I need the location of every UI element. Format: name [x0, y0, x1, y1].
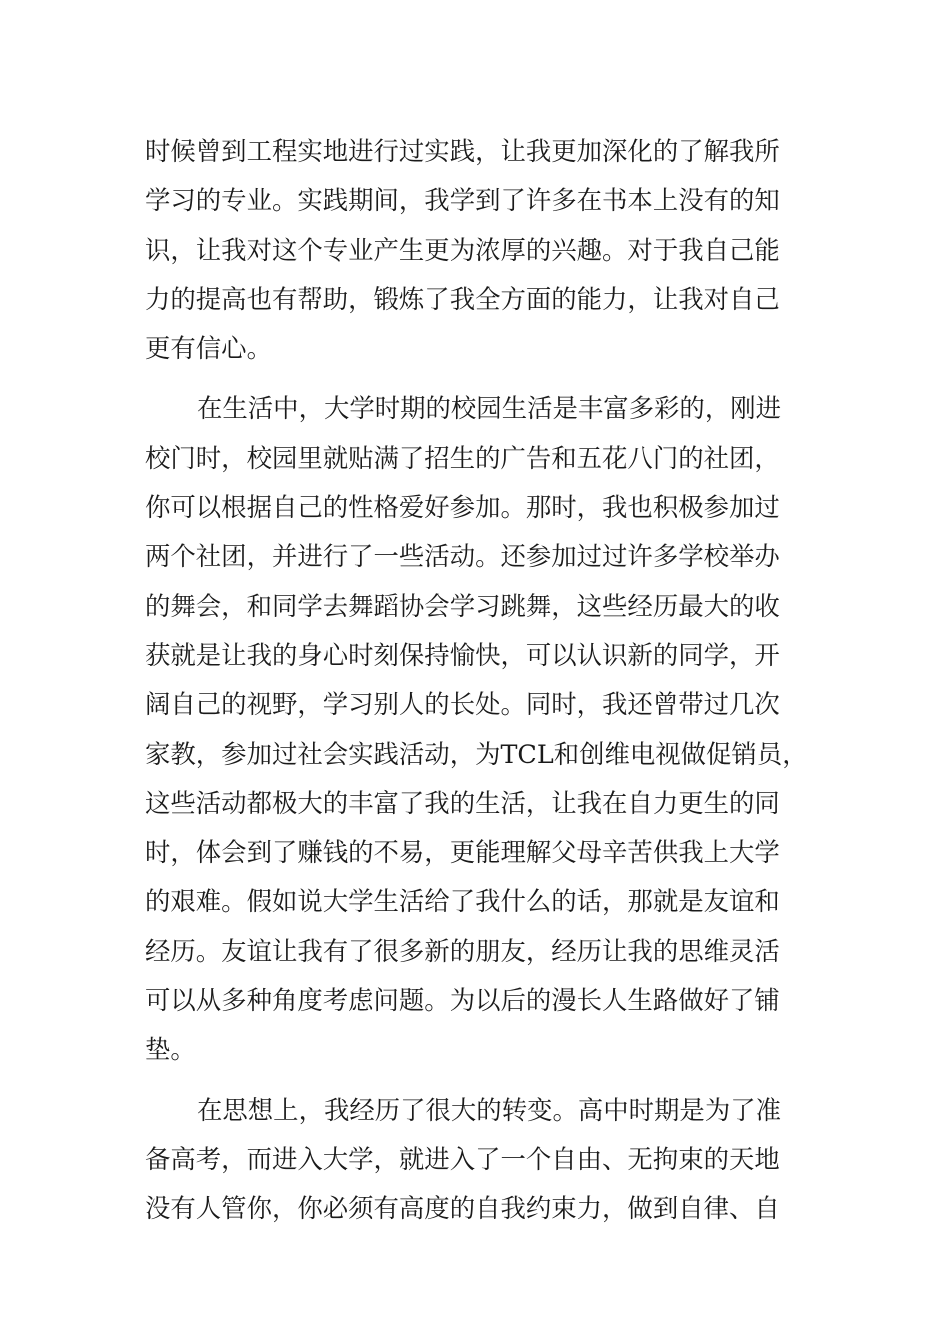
text-line: 在生活中，大学时期的校园生活是丰富多彩的，刚进 — [197, 393, 781, 424]
text-line: 获就是让我的身心时刻保持愉快，可以认识新的同学，开 — [145, 639, 780, 670]
text-line: 垫。 — [145, 1034, 196, 1065]
text-line: 在思想上，我经历了很大的转变。高中时期是为了准 — [197, 1094, 781, 1125]
text-line: 备高考，而进入大学，就进入了一个自由、无拘束的天地 — [145, 1143, 780, 1174]
text-line: 阔自己的视野，学习别人的长处。同时，我还曾带过几次 — [145, 689, 780, 720]
paragraph-2 — [145, 384, 810, 1074]
text-line: 更有信心。 — [145, 333, 272, 364]
text-line: 没有人管你，你必须有高度的自我约束力，做到自律、自 — [145, 1193, 780, 1224]
text-line: 你可以根据自己的性格爱好参加。那时，我也积极参加过 — [145, 492, 780, 523]
text-line: 经历。友谊让我有了很多新的朋友，经历让我的思维灵活 — [145, 935, 780, 966]
paragraph-gap — [145, 1075, 810, 1086]
paragraph-1 — [145, 127, 810, 373]
text-line: 可以从多种角度考虑问题。为以后的漫长人生路做好了铺 — [145, 985, 780, 1016]
text-line: 的艰难。假如说大学生活给了我什么的话，那就是友谊和 — [145, 886, 780, 917]
text-line: 家教，参加过社会实践活动，为TCL和创维电视做促销员， — [145, 738, 808, 769]
text-line: 的舞会，和同学去舞蹈协会学习跳舞，这些经历最大的收 — [145, 590, 780, 621]
text-line: 时候曾到工程实地进行过实践，让我更加深化的了解我所 — [145, 136, 780, 166]
paragraph-3 — [145, 1086, 810, 1234]
paragraph-gap — [145, 373, 810, 384]
text-line: 校门时，校园里就贴满了招生的广告和五花八门的社团， — [145, 442, 780, 473]
text-line: 时，体会到了赚钱的不易，更能理解父母辛苦供我上大学 — [145, 837, 780, 868]
text-line: 学习的专业。实践期间，我学到了许多在书本上没有的知 — [145, 185, 780, 216]
document-body — [145, 127, 810, 1234]
text-line: 力的提高也有帮助，锻炼了我全方面的能力，让我对自己 — [145, 283, 780, 314]
text-line: 识，让我对这个专业产生更为浓厚的兴趣。对于我自己能 — [145, 234, 780, 265]
text-line: 这些活动都极大的丰富了我的生活，让我在自力更生的同 — [145, 787, 780, 818]
text-line: 两个社团，并进行了一些活动。还参加过过许多学校举办 — [145, 541, 780, 572]
